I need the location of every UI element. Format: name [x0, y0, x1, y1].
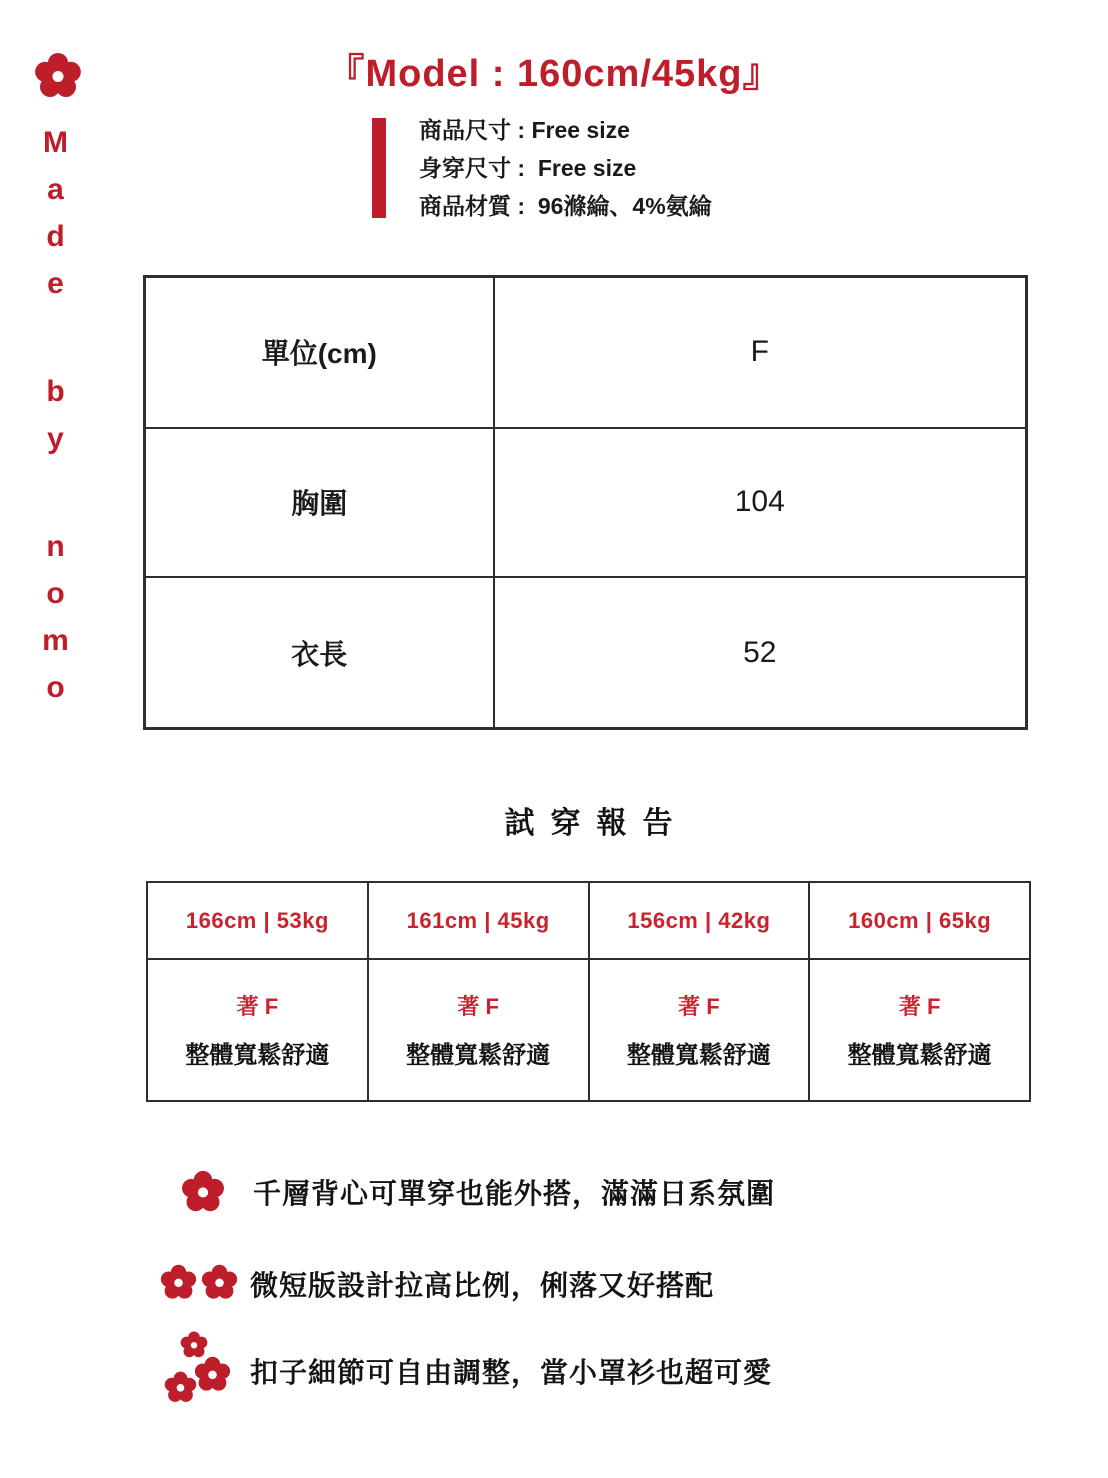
flower-icon — [164, 1371, 197, 1404]
fitting-report-table — [146, 881, 1031, 1102]
tester-stats: 161cm | 45kg — [368, 882, 589, 959]
page-title: 『Model : 160cm/45kg』 — [326, 53, 782, 95]
product-info — [372, 118, 712, 218]
table-row — [145, 428, 1027, 577]
fit-comment: 整體寬鬆舒適 — [626, 1042, 771, 1069]
fit-comment: 整體寬鬆舒適 — [185, 1042, 330, 1069]
model-wears-line: 身穿尺寸 : Free size — [419, 155, 637, 181]
flower-icon — [201, 1264, 238, 1301]
wears-size: 著 F — [898, 994, 941, 1019]
product-size-line: 商品尺寸 : Free size — [419, 117, 630, 143]
wears-size: 著 F — [678, 994, 720, 1019]
feature-text: 微短版設計拉高比例，俐落又好搭配 — [250, 1270, 715, 1301]
fit-comment: 整體寬鬆舒適 — [406, 1042, 551, 1069]
size-value-length: 52 — [494, 577, 1027, 728]
material-line: 商品材質 : 96滌綸、4%氨綸 — [419, 193, 712, 219]
fit-comment: 整體寬鬆舒適 — [847, 1042, 992, 1069]
table-row — [147, 959, 1030, 1101]
tester-stats: 160cm | 65kg — [809, 882, 1030, 959]
wears-size: 著 F — [236, 994, 279, 1019]
size-value-bust: 104 — [494, 428, 1027, 577]
feature-item — [164, 1330, 772, 1412]
tester-stats: 156cm | 42kg — [589, 882, 810, 959]
triple-flower-cluster-icon — [164, 1331, 232, 1411]
feature-item — [181, 1166, 775, 1218]
flower-icon — [181, 1170, 225, 1214]
feature-text: 千層背心可單穿也能外搭，滿滿日系氛圍 — [253, 1178, 776, 1209]
size-value-unit: F — [494, 277, 1027, 428]
size-label-bust: 胸圍 — [145, 428, 494, 577]
tester-feedback — [589, 959, 810, 1101]
flower-icon — [180, 1331, 208, 1359]
flower-icon — [194, 1356, 231, 1393]
size-table — [143, 275, 1028, 730]
red-accent-bar — [372, 118, 386, 218]
wears-size: 著 F — [457, 994, 499, 1019]
double-flower-icon — [160, 1264, 238, 1304]
fitting-report-title: 試穿報告 — [504, 807, 689, 840]
tester-feedback — [147, 959, 368, 1101]
flower-icon — [160, 1264, 197, 1301]
table-row — [145, 277, 1027, 428]
feature-item — [160, 1260, 714, 1308]
table-row — [147, 882, 1030, 959]
table-row — [145, 577, 1027, 728]
brand-vertical-text: Made by nomo — [39, 126, 72, 718]
size-label-length: 衣長 — [145, 577, 494, 728]
size-label-unit: 單位(cm) — [145, 277, 494, 428]
tester-stats: 166cm | 53kg — [147, 882, 368, 959]
tester-feedback — [368, 959, 589, 1101]
feature-text: 扣子細節可自由調整，當小罩衫也超可愛 — [250, 1357, 773, 1388]
tester-feedback — [809, 959, 1030, 1101]
